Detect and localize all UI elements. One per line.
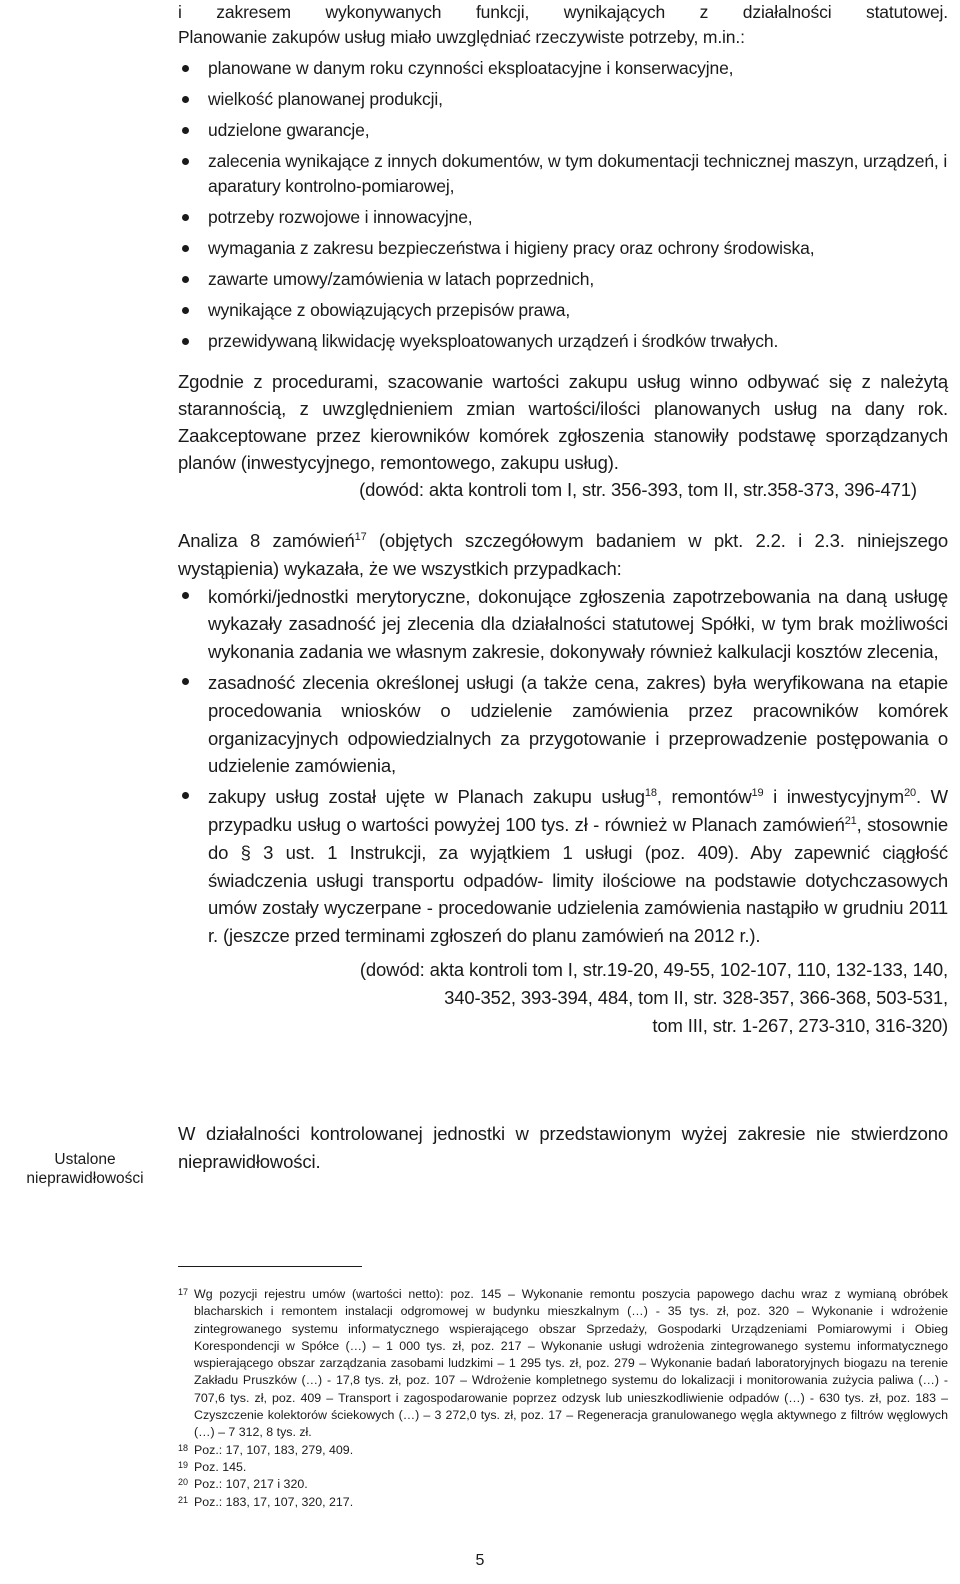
list-item: przewidywaną likwidację wyeksploatowanych urządzeń i środków trwałych. [178, 329, 948, 354]
evidence-line: tom III, str. 1-267, 273-310, 316-320) [652, 1014, 948, 1036]
finding-text: , stosownie do § 3 ust. 1 Instrukcji, za wyjątkiem 1 usługi (poz. 409). Aby zapewnić ciągłość świadczenia usługi transportu odpadów- limity ilościowe na podstawie dotychczasowych umów zostały wyczerpane - procedowanie udzielenia zamówienia nastąpiło w grudniu 2011 r. (jeszcze przed terminami zgłoszeń do planu zamówień na 2012 r.). [208, 813, 948, 947]
finding-item: komórki/jednostki merytoryczne, dokonujące zgłoszenia zapotrzebowania na daną usługę wykazały zasadność jej zlecenia dla działalności statutowej Spółki, w tym brak możliwości wykonania zadania we własnym zakresie, dokonywały również kalkulacji kosztów zlecenia, [178, 583, 948, 666]
list-item: wielkość planowanej produkcji, [178, 87, 948, 112]
findings-list [178, 583, 948, 950]
evidence-reference: (dowód: akta kontroli tom I, str. 356-393, tom II, str.358-373, 396-471) [359, 479, 917, 500]
finding-item [178, 783, 948, 950]
evidence-line: 340-352, 393-394, 484, tom II, str. 328-357, 366-368, 503-531, [444, 986, 948, 1008]
footnote-number: 18 [178, 1442, 189, 1453]
footnote-text: Poz. 145. [194, 1459, 247, 1474]
footnote [178, 1459, 948, 1476]
footnote-ref-18[interactable]: 18 [644, 787, 657, 800]
footnote-ref-19[interactable]: 19 [751, 787, 764, 800]
footnote-ref-17[interactable]: 17 [354, 531, 367, 543]
intro-line-1: i zakresem wykonywanych funkcji, wynikających z działalności statutowej. [178, 2, 948, 22]
finding-text: zakupy usług został ujęte w Planach zakupu usług [208, 786, 645, 808]
side-label-line: nieprawidłowości [26, 1170, 144, 1187]
intro-paragraph [178, 0, 948, 50]
evidence-reference [178, 956, 948, 1039]
footnote-text: Wg pozycji rejestru umów (wartości netto): poz. 145 – Wykonanie remontu poszycia papowego dachu wraz z wymianą obróbek blacharskich i remontem instalacji odgromowej w budynku mieszkalnym (…) - 35 tys. zł, poz. 320 – Wykonanie i wdrożenie zintegrowanego systemu informatycznego wspierającego obszar Sprzedaży, Gospodarki Urządzeniami Pomiarowymi i Obieg Korespondencji w Spółce (…) – 1 000 tys. zł, poz. 217 – Wykonanie usługi wdrożenia zintegrowanego systemu informatycznego wspierającego obszar zarządzania zasobami ludzkimi – 1 295 tys. zł, poz. 279 – Wykonanie badań laboratoryjnych biogazu na terenie Zakładu Pruszków (…) - 17,8 tys. zł, poz. 107 – Wdrożenie kompletnego systemu do lokalizacji i monitorowania zużycia paliwa (…) - 707,6 tys. zł, poz. 409 – Transport i zagospodarowanie poprzez odzysk lub unieszkodliwienie odpadów (…) - 630 tys. zł, poz. 183 – Czyszczenie kolektorów ściekowych (…) – 3 272,0 tys. zł, poz. 17 – Regeneracja granulowanego węgla aktywnego z filtrów węglowych (…) – 7 312, 8 tys. zł. [194, 1287, 948, 1440]
list-item: zalecenia wynikające z innych dokumentów, w tym dokumentacji technicznej maszyn, urządzeń, i aparatury kontrolno-pomiarowej, [178, 149, 948, 199]
footnote-ref-20[interactable]: 20 [904, 787, 916, 800]
conclusion-paragraph [178, 1120, 948, 1176]
intro-line-2: Planowanie zakupów usług miało uwzględniać rzeczywiste potrzeby, m.in.: [178, 27, 745, 47]
list-item: udzielone gwarancje, [178, 118, 948, 143]
analysis-lead-text-cont: (objętych szczegółowym badaniem w pkt. 2.2. i 2.3. niniejszego wystąpienia) wykazała, że we wszystkich przypadkach: [178, 530, 948, 579]
list-item: potrzeby rozwojowe i innowacyjne, [178, 205, 948, 230]
procedures-paragraph [178, 368, 948, 503]
footnote-text: Poz.: 17, 107, 183, 279, 409. [194, 1442, 354, 1457]
footnote-text: Poz.: 107, 217 i 320. [194, 1477, 308, 1492]
footnotes [178, 1286, 948, 1511]
side-label [0, 1150, 170, 1188]
finding-text: i inwestycyjnym [763, 786, 905, 808]
planning-criteria-list [178, 56, 948, 360]
footnote-number: 20 [178, 1477, 189, 1488]
footnote [178, 1286, 948, 1442]
footnote-number: 19 [178, 1459, 189, 1470]
list-item: wymagania z zakresu bezpieczeństwa i higieny pracy oraz ochrony środowiska, [178, 236, 948, 261]
list-item: zawarte umowy/zamówienia w latach poprzednich, [178, 267, 948, 292]
conclusion-text: W działalności kontrolowanej jednostki w przedstawionym wyżej zakresie nie stwierdzono nieprawidłowości. [178, 1123, 948, 1172]
footnote-divider [178, 1266, 362, 1267]
finding-text: , remontów [656, 786, 752, 808]
finding-item: zasadność zlecenia określonej usługi (a także cena, zakres) była weryfikowana na etapie procedowania wniosków o udzielenie zamówienia przez pracowników komórek organizacyjnych odpowiedzialnych za przygotowanie i przeprowadzenie postępowania o udzielenie zamówienia, [178, 669, 948, 780]
footnote [178, 1476, 948, 1493]
analysis-lead-text: Analiza 8 zamówień [178, 530, 355, 551]
footnote-text: Poz.: 183, 17, 107, 320, 217. [194, 1494, 354, 1509]
procedures-text: Zgodnie z procedurami, szacowanie wartości zakupu usług winno odbywać się z należytą starannością, z uwzględnieniem zmian wartości/ilości planowanych usług na dany rok. Zaakceptowane przez kierowników komórek zgłoszenia stanowiły podstawę sporządzanych planów (inwestycyjnego, remontowego, zakupu usług). [178, 371, 948, 473]
footnote-number: 21 [178, 1494, 189, 1505]
footnote-number: 17 [178, 1287, 189, 1297]
side-label-line: Ustalone [54, 1151, 116, 1168]
evidence-line: (dowód: akta kontroli tom I, str.19-20, 49-55, 102-107, 110, 132-133, 140, [359, 958, 948, 980]
footnote [178, 1494, 948, 1511]
analysis-section [178, 527, 948, 1039]
list-item: planowane w danym roku czynności eksploatacyjne i konserwacyjne, [178, 56, 948, 81]
footnote-ref-21[interactable]: 21 [844, 814, 857, 827]
page-number: 5 [475, 1552, 485, 1569]
footnote [178, 1442, 948, 1459]
finding-text: . W przypadku usług o wartości powyżej 100 tys. zł - również w Planach zamówień [208, 786, 948, 835]
list-item: wynikające z obowiązujących przepisów prawa, [178, 298, 948, 323]
analysis-lead [178, 527, 948, 583]
